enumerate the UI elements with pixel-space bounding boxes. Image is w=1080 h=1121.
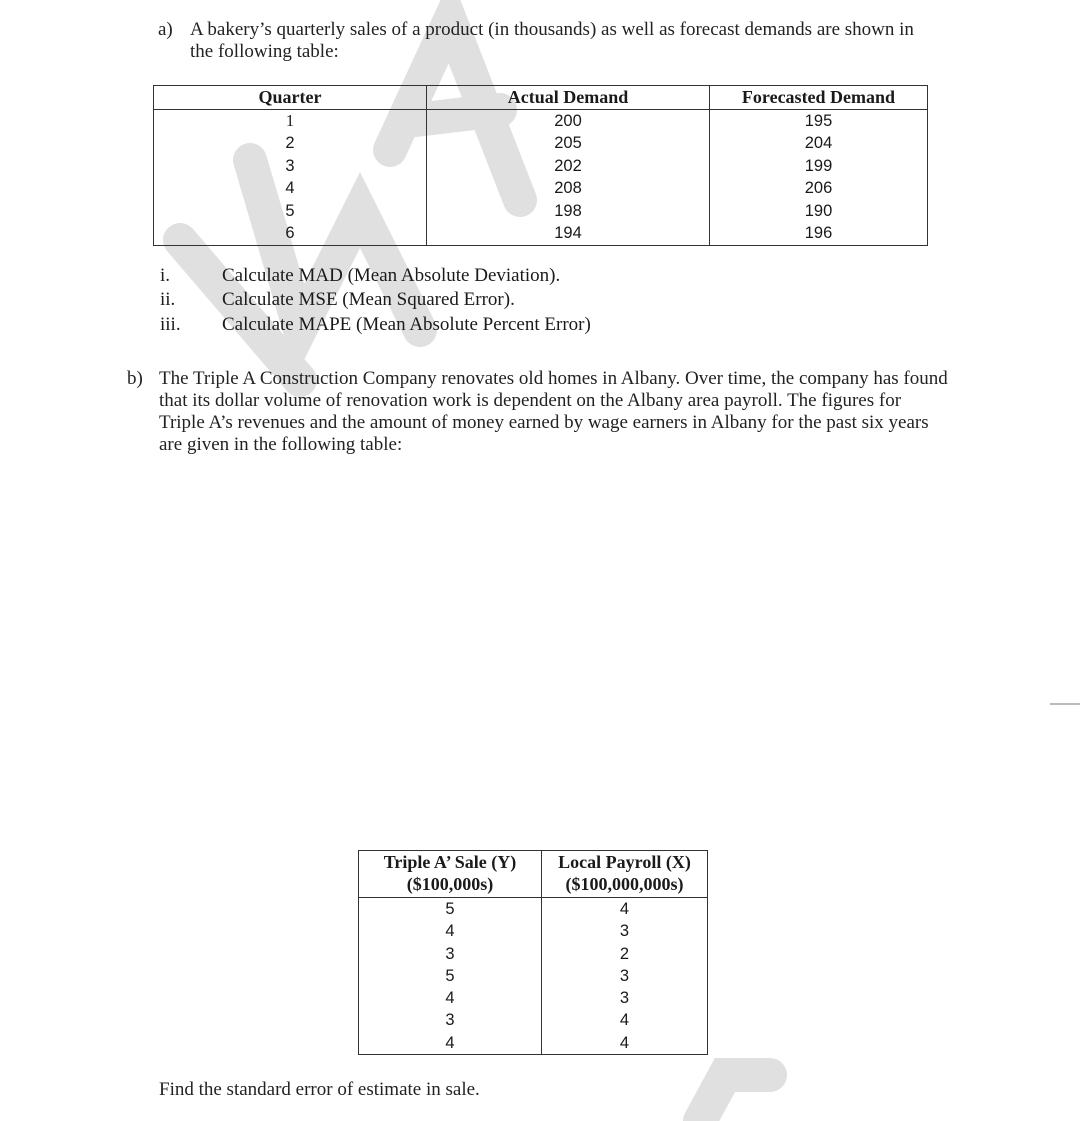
question-number: iii.: [160, 314, 181, 335]
header-actual-demand: Actual Demand: [427, 86, 710, 110]
sale-cell: 3: [445, 1011, 455, 1030]
forecast-cell: 195: [710, 109, 928, 132]
table-row: [359, 920, 708, 942]
sale-cell: 4: [445, 1033, 455, 1052]
sale-cell: 3: [445, 944, 455, 963]
forecast-cell: 199: [710, 155, 928, 178]
question-text: Calculate MSE (Mean Squared Error).: [222, 289, 515, 310]
table-row: [154, 200, 928, 223]
actual-cell: 205: [427, 132, 710, 155]
actual-cell: 194: [427, 222, 710, 245]
quarter-cell: 2: [285, 134, 295, 152]
forecast-cell: 190: [710, 200, 928, 223]
part-b-intro: [127, 368, 969, 456]
sale-cell: 5: [445, 900, 455, 918]
sale-cell: 4: [445, 922, 455, 941]
part-a-label: a): [158, 19, 173, 40]
table-row: [154, 109, 928, 132]
forecast-cell: 196: [710, 222, 928, 245]
table-row: [154, 132, 928, 155]
payroll-cell: 3: [542, 965, 708, 987]
payroll-cell: 4: [542, 1032, 708, 1055]
table-row: [359, 943, 708, 965]
header-sale-line-2: ($100,000s): [406, 874, 494, 894]
question-item: [160, 264, 760, 289]
question-number: i.: [160, 265, 171, 286]
part-b-question: Find the standard error of estimate in sale.: [159, 1079, 480, 1100]
part-b-line-4: are given in the following table:: [159, 434, 403, 455]
payroll-cell: 3: [542, 920, 708, 942]
payroll-cell: 2: [542, 943, 708, 965]
quarter-cell: 1: [285, 110, 295, 130]
question-text: Calculate MAPE (Mean Absolute Percent Error): [222, 314, 591, 335]
table-row: [359, 987, 708, 1009]
table-row: [154, 222, 928, 245]
table-row: [154, 177, 928, 200]
table-row: [359, 1032, 708, 1055]
question-item: [160, 288, 760, 313]
table-row: [154, 155, 928, 178]
payroll-cell: 3: [542, 987, 708, 1009]
table-row: [359, 898, 708, 921]
forecast-cell: 204: [710, 132, 928, 155]
question-text: Calculate MAD (Mean Absolute Deviation).: [222, 265, 561, 286]
triple-a-table: [358, 850, 708, 1055]
payroll-cell: 4: [542, 1009, 708, 1031]
question-list: [160, 264, 760, 339]
actual-cell: 202: [427, 155, 710, 178]
quarter-cell: 4: [285, 179, 295, 197]
part-a-intro-line-2: the following table:: [190, 41, 339, 62]
table-row: [359, 965, 708, 987]
quarter-cell: 5: [285, 201, 295, 220]
edge-mark: [1050, 703, 1080, 705]
forecast-cell: 206: [710, 177, 928, 200]
actual-cell: 198: [427, 200, 710, 223]
bakery-demand-table: [153, 85, 928, 246]
part-b-line-1: The Triple A Construction Company renovates old homes in Albany. Over time, the company has found: [159, 368, 948, 389]
quarter-cell: 3: [285, 156, 295, 175]
question-item: [160, 313, 760, 338]
part-a-intro-line-1: A bakery’s quarterly sales of a product (in thousands) as well as forecast demands are shown in: [190, 19, 914, 40]
sale-cell: 5: [445, 966, 455, 985]
header-payroll-line-1: Local Payroll (X): [558, 852, 691, 872]
actual-cell: 208: [427, 177, 710, 200]
header-triple-a-sale: [359, 851, 542, 898]
part-b-line-2: that its dollar volume of renovation work is dependent on the Albany area payroll. The figures for: [159, 390, 902, 411]
header-sale-line-1: Triple A’ Sale (Y): [383, 852, 517, 872]
actual-cell: 200: [427, 109, 710, 132]
header-local-payroll: [542, 851, 708, 898]
part-b-line-3: Triple A’s revenues and the amount of money earned by wage earners in Albany for the past six years: [159, 412, 929, 433]
header-quarter: Quarter: [154, 86, 427, 110]
question-number: ii.: [160, 289, 176, 310]
table-row: [359, 1009, 708, 1031]
header-forecasted-demand: Forecasted Demand: [710, 86, 928, 110]
sale-cell: 4: [445, 989, 455, 1008]
header-payroll-line-2: ($100,000,000s): [565, 874, 684, 894]
payroll-cell: 4: [542, 898, 708, 921]
quarter-cell: 6: [285, 224, 295, 242]
part-a-intro: [158, 19, 950, 63]
part-b-label: b): [127, 368, 143, 389]
